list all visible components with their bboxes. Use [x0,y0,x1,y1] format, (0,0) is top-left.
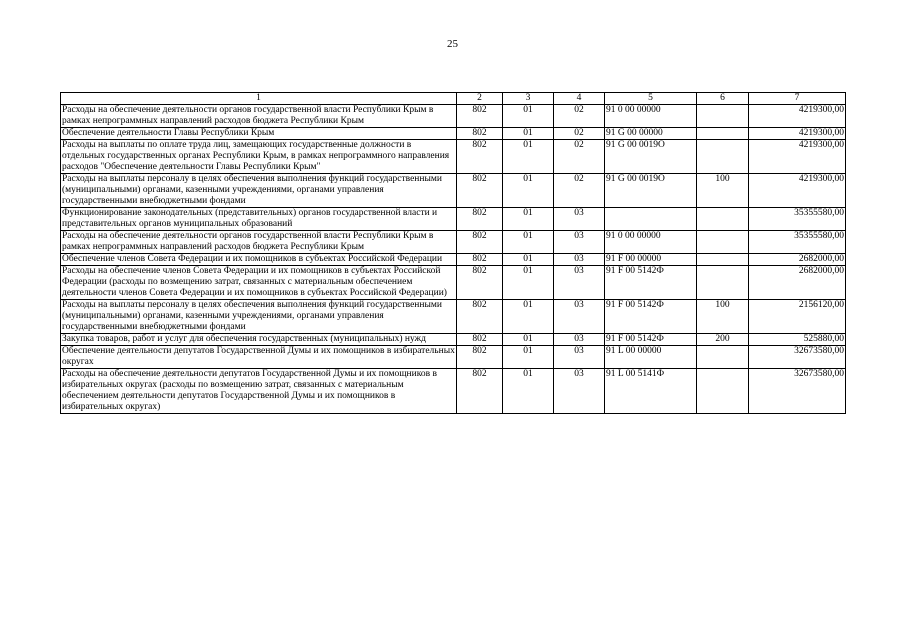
table-row [61,254,846,266]
row-ved-cell: 802 [457,254,503,266]
row-ved-cell: 802 [457,174,503,208]
row-ved-cell: 802 [457,105,503,128]
row-sum-cell: 4219300,00 [749,174,846,208]
table-row [61,140,846,174]
row-name-cell: Обеспечение деятельности Главы Республики Крым [61,128,457,140]
row-rz-cell: 01 [503,369,554,414]
table-row [61,231,846,254]
row-vr-cell [697,266,749,300]
row-sum-cell: 525880,00 [749,334,846,346]
row-pr-cell: 02 [554,128,605,140]
row-csr-cell: 91 F 00 5142Ф [605,266,697,300]
row-vr-cell: 200 [697,334,749,346]
row-name-cell: Расходы на выплаты персоналу в целях обеспечения выполнения функций государственными (муниципальными) органами, казенными учреждениями, органами управления государственными внебюджетными фондами [61,174,457,208]
row-rz-cell: 01 [503,346,554,369]
row-rz-cell: 01 [503,254,554,266]
table-row [61,128,846,140]
header-cell-4: 4 [554,93,605,105]
row-ved-cell: 802 [457,140,503,174]
row-sum-cell: 35355580,00 [749,231,846,254]
row-csr-cell: 91 L 00 5141Ф [605,369,697,414]
row-ved-cell: 802 [457,128,503,140]
row-csr-cell: 91 F 00 5142Ф [605,300,697,334]
row-ved-cell: 802 [457,231,503,254]
row-name-cell: Закупка товаров, работ и услуг для обеспечения государственных (муниципальных) нужд [61,334,457,346]
page-number: 25 [447,38,458,50]
row-vr-cell [697,346,749,369]
header-row [61,93,846,105]
row-rz-cell: 01 [503,140,554,174]
row-ved-cell: 802 [457,208,503,231]
row-vr-cell: 100 [697,300,749,334]
table-row [61,334,846,346]
row-pr-cell: 02 [554,105,605,128]
row-csr-cell: 91 F 00 5142Ф [605,334,697,346]
row-ved-cell: 802 [457,369,503,414]
row-sum-cell: 2682000,00 [749,266,846,300]
row-vr-cell [697,231,749,254]
header-cell-7: 7 [749,93,846,105]
row-csr-cell: 91 G 00 00000 [605,128,697,140]
header-cell-5: 5 [605,93,697,105]
table-row [61,174,846,208]
row-sum-cell: 2156120,00 [749,300,846,334]
row-sum-cell: 4219300,00 [749,128,846,140]
table-row [61,266,846,300]
row-pr-cell: 03 [554,254,605,266]
row-pr-cell: 02 [554,174,605,208]
row-ved-cell: 802 [457,346,503,369]
row-vr-cell [697,254,749,266]
table-row [61,369,846,414]
row-csr-cell: 91 G 00 0019О [605,140,697,174]
row-name-cell: Обеспечение деятельности депутатов Государственной Думы и их помощников в избирательных округах [62,346,455,367]
row-vr-cell [697,105,749,128]
row-name-cell: Расходы на обеспечение деятельности органов государственной власти Республики Крым в рамках непрограммных направлений расходов бюджета Республики Крым [61,231,457,254]
row-rz-cell: 01 [503,231,554,254]
row-sum-cell: 35355580,00 [749,208,846,231]
row-ved-cell: 802 [457,300,503,334]
row-pr-cell: 02 [554,140,605,174]
budget-table [60,92,846,414]
row-rz-cell: 01 [503,105,554,128]
row-rz-cell: 01 [503,208,554,231]
row-sum-cell: 4219300,00 [749,105,846,128]
row-pr-cell: 03 [554,369,605,414]
header-cell-2: 2 [457,93,503,105]
row-name-cell: Расходы на обеспечение деятельности органов государственной власти Республики Крым в рамках непрограммных направлений расходов бюджета Республики Крым [61,105,457,128]
row-ved-cell: 802 [457,266,503,300]
row-vr-cell [697,140,749,174]
header-cell-3: 3 [503,93,554,105]
header-cell-6: 6 [697,93,749,105]
row-rz-cell: 01 [503,174,554,208]
row-name-cell: Функционирование законодательных (представительных) органов государственной власти и представительных органов муниципальных образований [61,208,457,231]
row-sum-cell: 32673580,00 [749,346,846,369]
row-pr-cell: 03 [554,346,605,369]
row-sum-cell: 2682000,00 [749,254,846,266]
row-vr-cell [697,208,749,231]
row-rz-cell: 01 [503,334,554,346]
row-rz-cell: 01 [503,128,554,140]
row-pr-cell: 03 [554,266,605,300]
row-vr-cell: 100 [697,174,749,208]
row-name-cell: Расходы на обеспечение деятельности депутатов Государственной Думы и их помощников в избирательных округах (расходы по возмещению затрат, связанных с материальным обеспечением деятельности депутатов Государственной Думы и их помощников в избирательных округах) [61,369,457,414]
table-row [61,105,846,128]
row-pr-cell: 03 [554,231,605,254]
row-vr-cell [697,369,749,414]
row-name-cell: Расходы на выплаты персоналу в целях обеспечения выполнения функций государственными (муниципальными) органами, казенными учреждениями, органами управления государственными внебюджетными фондами [61,300,457,334]
row-name-cell: Обеспечение членов Совета Федерации и их помощников в субъектах Российской Федерации [61,254,457,266]
table-body [61,105,846,414]
row-csr-cell: 91 0 00 00000 [605,231,697,254]
header-cell-1: 1 [61,93,457,105]
row-pr-cell: 03 [554,334,605,346]
row-csr-cell: 91 F 00 00000 [605,254,697,266]
table-row [61,346,846,369]
row-csr-cell [605,208,697,231]
row-csr-cell: 91 L 00 00000 [605,346,697,369]
row-csr-cell: 91 G 00 0019О [605,174,697,208]
row-csr-cell: 91 0 00 00000 [605,105,697,128]
row-pr-cell: 03 [554,208,605,231]
table-row [61,300,846,334]
row-vr-cell [697,128,749,140]
row-name-cell: Расходы на обеспечение членов Совета Федерации и их помощников в субъектах Российской Федерации (расходы по возмещению затрат, связанных с материальным обеспечением деятельности членов Совета Федерации и их помощников в субъектах Российской Федерации) [61,266,457,300]
row-rz-cell: 01 [503,266,554,300]
row-rz-cell: 01 [503,300,554,334]
row-sum-cell: 4219300,00 [749,140,846,174]
row-sum-cell: 32673580,00 [749,369,846,414]
table-row [61,208,846,231]
row-name-cell: Расходы на выплаты по оплате труда лиц, замещающих государственные должности в отдельных государственных органах Республики Крым, в рамках непрограммного направления расходов "Обеспечение деятельности Главы Республики Крым" [61,140,457,174]
row-pr-cell: 03 [554,300,605,334]
row-ved-cell: 802 [457,334,503,346]
